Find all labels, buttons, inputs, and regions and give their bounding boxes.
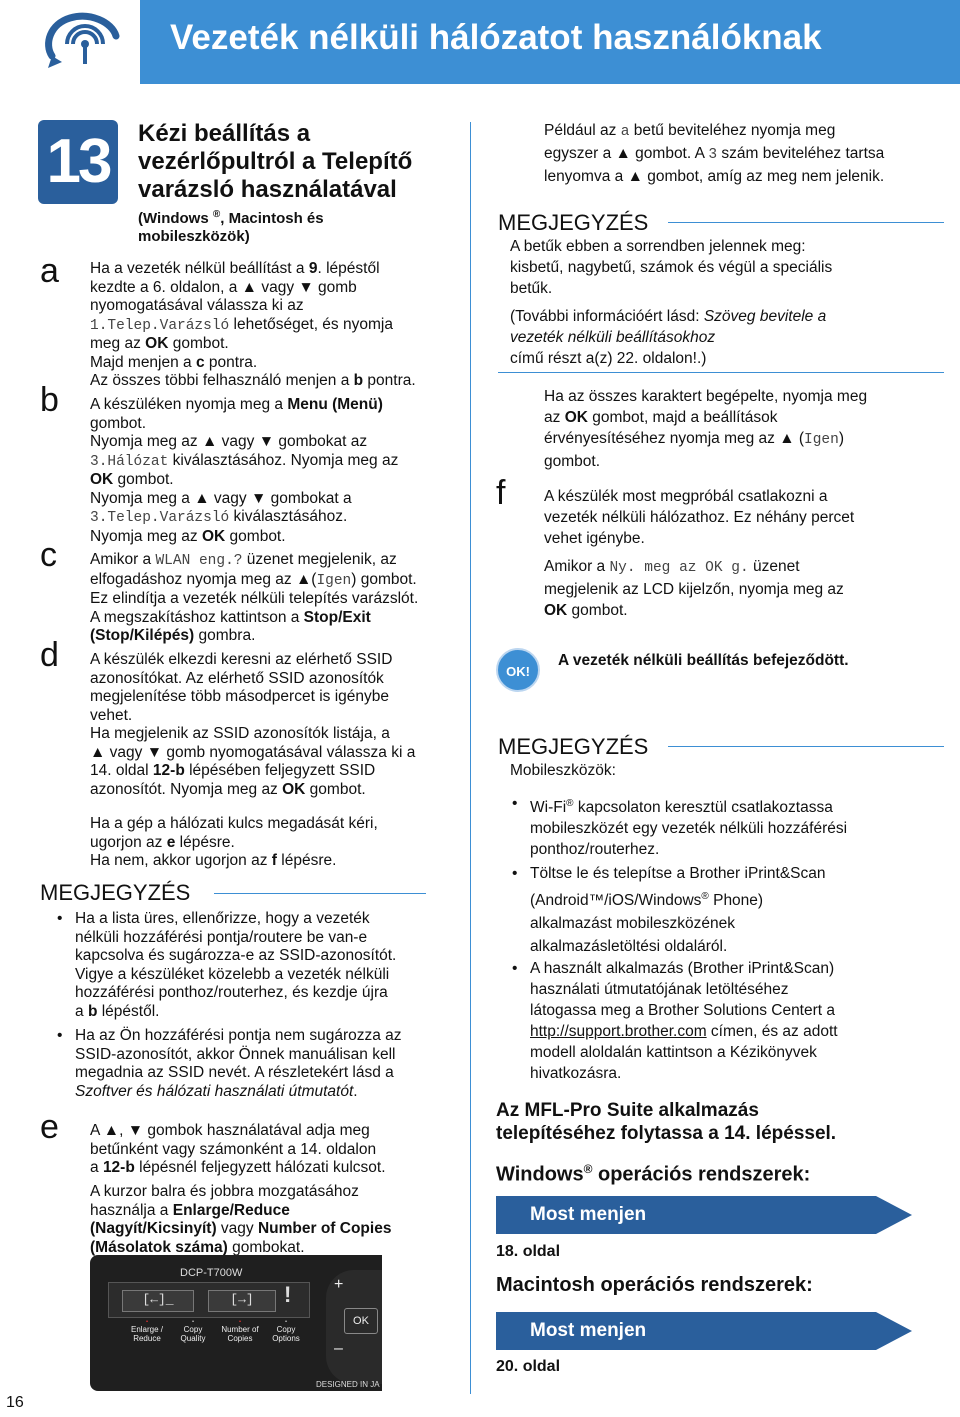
step-title-line: Kézi beállítás a [138,120,311,147]
support-link[interactable]: http://support.brother.com [530,1023,707,1040]
substep-letter-e: e [40,1108,59,1146]
panel-model: DCP-T700W [180,1267,243,1279]
note-rule [668,222,944,223]
note-bullet: Ha a lista üres, ellenőrizze, hogy a vezeték nélküli hozzáférési pontja/routere be van-e kapcsolva és sugározza-e az SSID-azonosítót. Vigye a készüléket közelebb a vezeték nélküli hozzáférési ponthoz/routerhez, és kezdje újra a b lépéstől. [75,910,397,1020]
substep-f-text: A készülék most megpróbál csatlakozni a vezeték nélküli hálózathoz. Ez néhány percet vehet igénybe. [544,488,855,547]
substep-letter-d: d [40,636,59,674]
substep-e-text-2: A kurzor balra és jobbra mozgatásához használja a Enlarge/Reduce (Nagyít/Kicsinyít) vagy Number of Copies (Másolatok száma) gombokat. [90,1183,392,1256]
ok-badge-icon: OK! [496,648,540,692]
note-bullet: Wi-Fi® kapcsolaton keresztül csatlakoztassa mobileszközét egy vezeték nélküli hozzáférési ponthoz/routerhez. [530,798,848,859]
note-text: A betűk ebben a sorrendben jelennek meg: kisbetű, nagybetű, számok és végül a speciális betűk. [510,238,833,297]
note-bullet: Ha az Ön hozzáférési pontja nem sugározza az SSID-azonosítót, akkor Önnek manuálisan kell megadnia az SSID nevét. A részletekért lásd a Szoftver és hálózati használati útmutatót. [75,1027,402,1100]
intro-text: Például az a betű beviteléhez nyomja meg egyszer a ▲ gombot. A 3 szám beviteléhez tartsa lenyomva a ▲ gombot, amíg az meg nem jelenik. [544,122,885,185]
page-number: 16 [6,1394,24,1411]
step-subtitle: (Windows ®, Macintosh és mobileszközök) [138,209,324,245]
button-led-icon: · [144,1313,150,1328]
button-led-icon: · [190,1313,196,1328]
substep-d-text: A készülék elkezdi keresni az elérhető SSID azonosítókat. Az elérhető SSID azonosítók megjelenítése több másodpercet is igénybe vehet. Ha megjelenik az SSID azonosítók listája, a ▲ vagy ▼ gomb nyomogatásával válassza ki a 14. oldal 12-b lépésében feljegyzett SSID azonosítót. Nyomja meg az OK gombot. [90,651,416,798]
windows-page-ref: 18. oldal [496,1243,561,1260]
panel-lcd-left: [←]_ [122,1290,194,1312]
substep-b-text: A készüléken nyomja meg a Menu (Menü) gombot. Nyomja meg az ▲ vagy ▼ gombokat az 3.Hálózat kiválasztásához. Nyomja meg az OK gombot. Nyomja meg a ▲ vagy ▼ gombokat a 3.Telep.Varázsló kiválasztásához. Nyomja meg az OK gombot. [90,396,399,545]
substep-c-text: Amikor a WLAN eng.? üzenet megjelenik, az elfogadáshoz nyomja meg az ▲(Igen) gombot. Ez elindítja a vezeték nélküli telepítés varázslót. A megszakításhoz kattintson a Stop/Exit (Stop/Kilépés) gombra. [90,551,419,644]
enlarge-reduce-button[interactable]: · Enlarge / Reduce [130,1313,164,1343]
continue-heading: Az MFL-Pro Suite alkalmazás telepítéséhez folytassa a 14. lépéssel. [496,1100,837,1144]
note-subtitle: Mobileszközök: [510,762,616,779]
note-title: MEGJEGYZÉS [498,734,649,759]
note-rule [214,893,426,894]
substep-e-text: A ▲, ▼ gombok használatával adja meg betűnként vagy számonként a 14. oldalon a 12-b lépésnél feljegyzett hálózati kulcsot. [90,1122,386,1176]
step-title [138,120,412,204]
note-title: MEGJEGYZÉS [40,880,191,905]
wireless-network-icon [40,8,130,78]
note-text: (További információért lásd: Szöveg bevitele a vezeték nélküli beállításokhoz című részt a(z) 22. oldalon!.) [510,308,827,367]
note-bullet: A használt alkalmazás (Brother iPrint&Scan) használati útmutatójának letöltéséhez látogassa meg a Brother Solutions Centert a http://support.brother.com címen, és az adott modell aloldalán kattintson a Kézikönyvek hivatkozásra. [530,960,838,1082]
minus-button[interactable]: – [334,1340,343,1357]
windows-go-button[interactable]: Most menjen [496,1196,876,1234]
substep-f-text-2: Amikor a Ny. meg az OK g. üzenet megjelenik az LCD kijelzőn, nyomja meg az OK gombot. [544,558,844,619]
mac-heading: Macintosh operációs rendszerek: [496,1274,813,1296]
button-led-icon: · [237,1313,243,1328]
plus-button[interactable]: + [334,1276,344,1293]
step-title-line: vezérlőpultról a Telepítő [138,148,413,175]
page-title: Vezeték nélküli hálózatot használóknak [170,18,822,57]
warning-icon: ! [284,1282,292,1307]
windows-heading: Windows® operációs rendszerek: [496,1162,811,1186]
confirm-text: Ha az összes karaktert begépelte, nyomja meg az OK gombot, majd a beállítások érvényesítéséhez nyomja meg az ▲ (Igen) gombot. [544,388,868,470]
note-rule [668,746,944,747]
panel-lcd-right: [→] [208,1290,276,1312]
number-of-copies-button[interactable]: · Number of Copies [221,1313,259,1343]
substep-letter-b: b [40,381,59,419]
step-title-line: varázsló használatával [138,176,397,203]
substep-letter-a: a [40,252,59,290]
copy-quality-button[interactable]: · Copy Quality [176,1316,210,1343]
column-divider [470,122,471,1394]
substep-letter-f: f [496,474,506,512]
substep-d-text-2: Ha a gép a hálózati kulcs megadását kéri, ugorjon az e lépésre. Ha nem, akkor ugorjon az f lépésre. [90,815,378,869]
ok-button[interactable]: OK [344,1308,378,1334]
step-number: 13 [46,127,110,196]
note-rule [498,372,944,373]
panel-designed-label: DESIGNED IN JA [316,1380,380,1389]
completion-message: A vezeték nélküli beállítás befejeződött. [558,652,849,669]
note-title: MEGJEGYZÉS [498,210,649,235]
substep-letter-c: c [40,536,57,574]
button-led-icon: · [283,1313,289,1328]
note-bullet: Töltse le és telepítse a Brother iPrint&Scan (Android™/iOS/Windows® Phone) alkalmazást mobileszközének alkalmazásletöltési oldaláról. [530,865,826,956]
copy-options-button[interactable]: · Copy Options [268,1316,304,1343]
mac-page-ref: 20. oldal [496,1358,561,1375]
substep-a-text: Ha a vezeték nélkül beállítást a 9. lépéstől kezdte a 6. oldalon, a ▲ vagy ▼ gomb nyomogatásával válassza ki az 1.Telep.Varázsló lehetőséget, és nyomja meg az OK gombot. Majd menjen a c pontra. Az összes többi felhasználó menjen a b pontra. [90,260,416,389]
mac-go-button[interactable]: Most menjen [496,1312,876,1350]
